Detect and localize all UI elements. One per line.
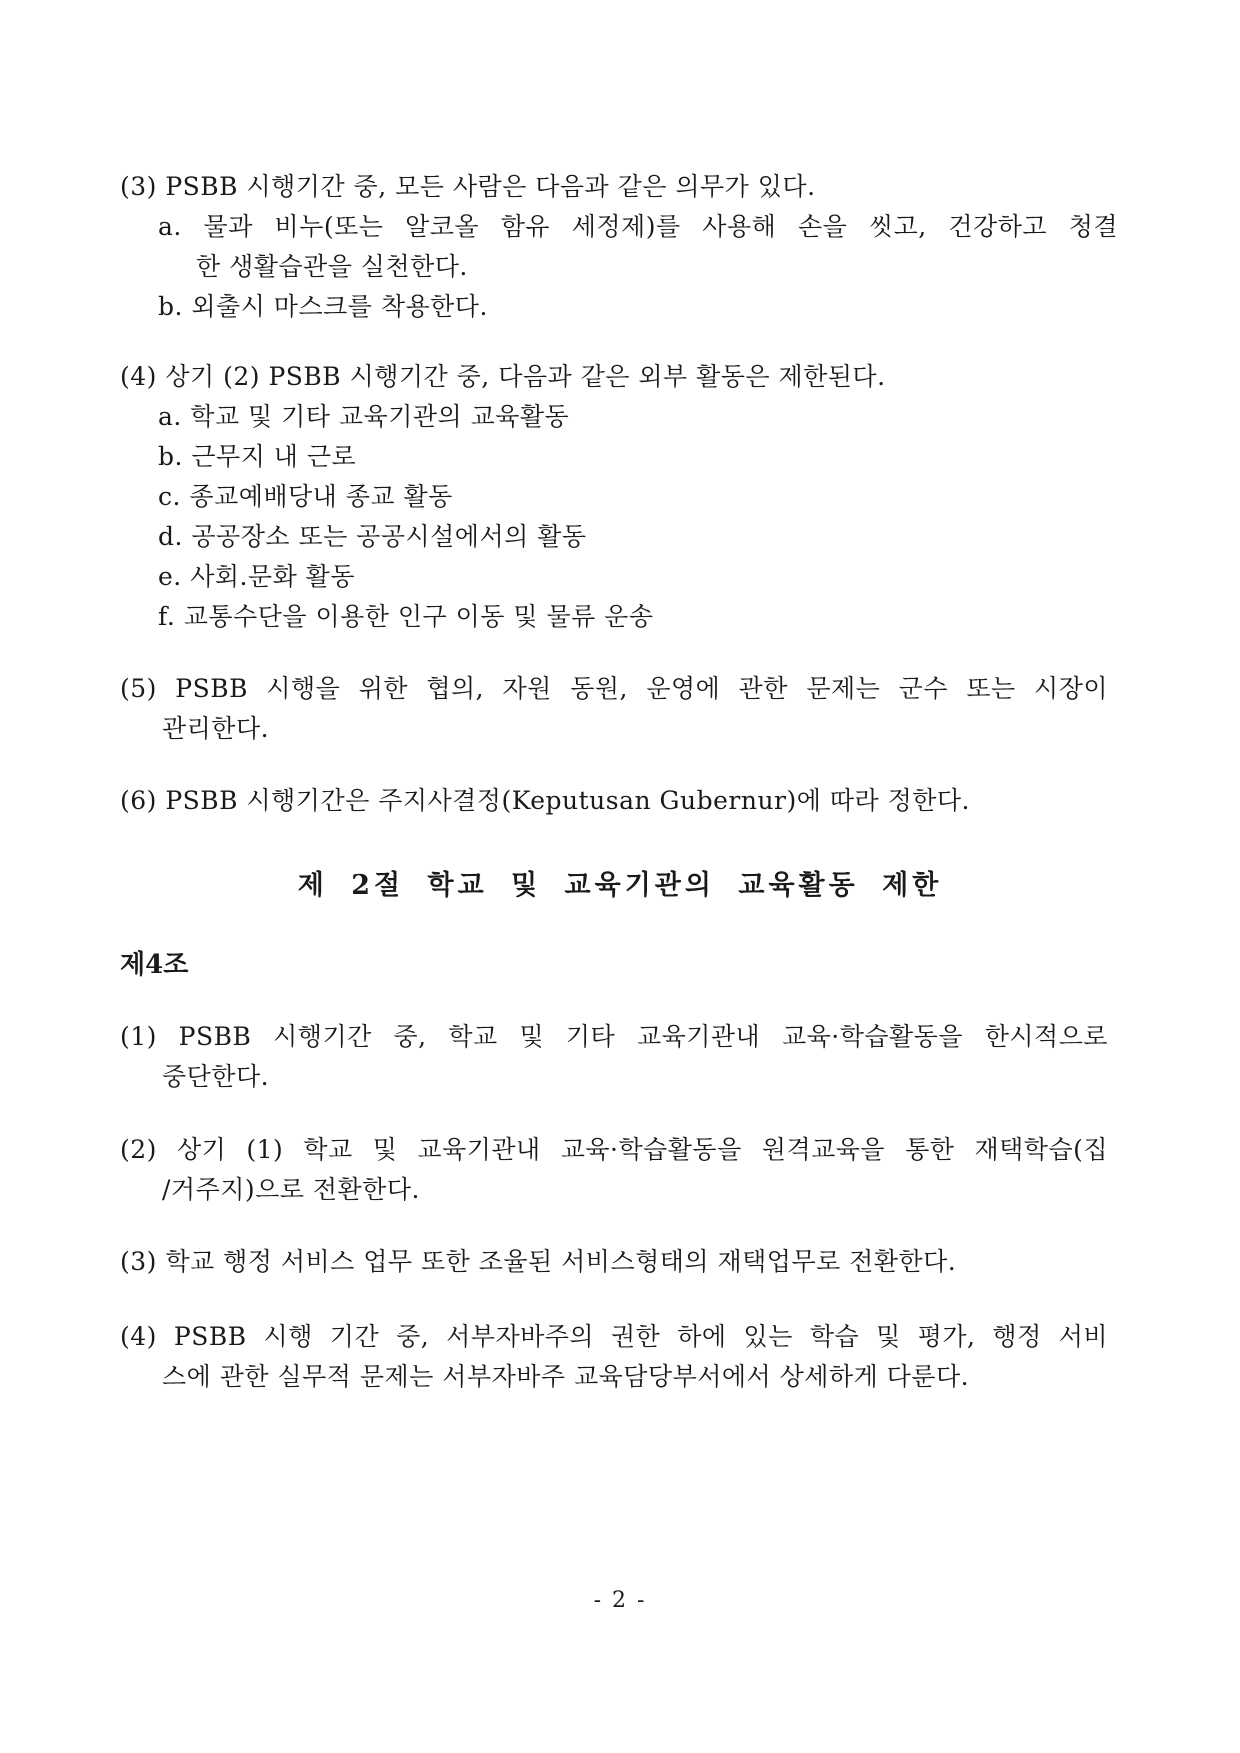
article-4-paragraph-1-line1: (1) PSBB 시행기간 중, 학교 및 기타 교육기관내 교육·학습활동을 한시적으로 [120,1022,1108,1051]
paragraph-3-heading: (3) PSBB 시행기간 중, 모든 사람은 다음과 같은 의무가 있다. [120,172,816,201]
paragraph-6: (6) PSBB 시행기간은 주지사결정(Keputusan Gubernur)에 따라 정한다. [120,786,971,815]
page-number: - 2 - [593,1588,647,1613]
article-title: 제4조 [120,950,189,980]
article-4-paragraph-3: (3) 학교 행정 서비스 업무 또한 조율된 서비스형태의 재택업무로 전환한다. [120,1247,957,1276]
list-item: b. 근무지 내 근로 [158,442,357,471]
paragraph-4-heading: (4) 상기 (2) PSBB 시행기간 중, 다음과 같은 외부 활동은 제한된다. [120,362,886,391]
article-4-paragraph-4-line2: 스에 관한 실무적 문제는 서부자바주 교육담당부서에서 상세하게 다룬다. [162,1362,970,1391]
article-4-paragraph-1-line2: 중단한다. [162,1062,270,1091]
paragraph-5-line2: 관리한다. [162,714,270,743]
paragraph-5-line1: (5) PSBB 시행을 위한 협의, 자원 동원, 운영에 관한 문제는 군수 또는 시장이 [120,674,1108,703]
article-4-paragraph-2-line2: /거주지)으로 전환한다. [162,1175,420,1204]
list-item: d. 공공장소 또는 공공시설에서의 활동 [158,522,587,551]
article-4-paragraph-2-line1: (2) 상기 (1) 학교 및 교육기관내 교육·학습활동을 원격교육을 통한 재택학습(집 [120,1135,1108,1164]
article-4-paragraph-4-line1: (4) PSBB 시행 기간 중, 서부자바주의 권한 하에 있는 학습 및 평가, 행정 서비 [120,1322,1108,1351]
list-item: e. 사회.문화 활동 [158,562,355,591]
paragraph-3-item-a-line1: a. 물과 비누(또는 알코올 함유 세정제)를 사용해 손을 씻고, 건강하고 청결 [158,212,1118,241]
list-item: f. 교통수단을 이용한 인구 이동 및 물류 운송 [158,602,654,631]
paragraph-3-item-b: b. 외출시 마스크를 착용한다. [158,292,488,321]
paragraph-3-item-a-line2: 한 생활습관을 실천한다. [196,252,468,281]
list-item: a. 학교 및 기타 교육기관의 교육활동 [158,402,570,431]
list-item: c. 종교예배당내 종교 활동 [158,482,453,511]
section-heading: 제 2절 학교 및 교육기관의 교육활동 제한 [297,870,943,901]
